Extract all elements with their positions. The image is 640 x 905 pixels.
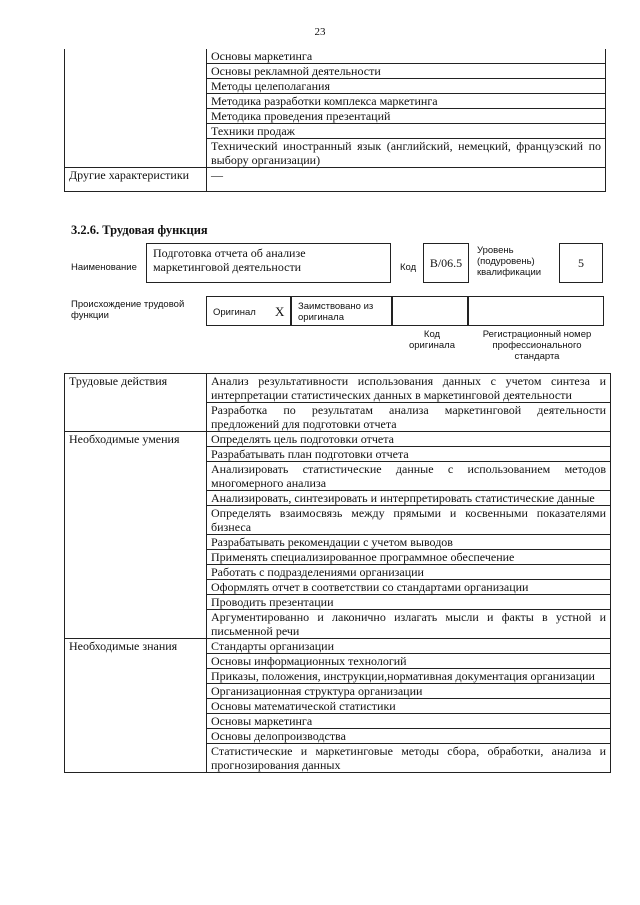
borrowed-label: Заимствовано из оригинала — [298, 301, 374, 323]
labor-action-item: Анализ результативности использования данных с учетом синтеза и интерпретации статистических данных в маркетинговой деятельности — [207, 374, 611, 403]
page-number: 23 — [314, 26, 326, 38]
knowledge-item: Статистические и маркетинговые методы сбора, обработки, анализа и прогнозирования данных — [207, 744, 611, 773]
knowledge-label: Необходимые знания — [65, 639, 207, 773]
skill-item: Анализировать статистические данные с использованием методов многомерного анализа — [207, 462, 611, 491]
registration-number-box — [468, 296, 604, 326]
knowledge-item: Стандарты организации — [207, 639, 611, 654]
other-characteristics-value: — — [207, 168, 606, 192]
original-mark: X — [275, 304, 285, 319]
top-item: Основы маркетинга — [207, 49, 606, 64]
top-item: Методика разработки комплекса маркетинга — [207, 94, 606, 109]
skill-item: Применять специализированное программное обеспечение — [207, 550, 611, 565]
other-characteristics-label: Другие характеристики — [65, 168, 207, 192]
level-value: 5 — [578, 256, 584, 270]
knowledge-item: Организационная структура организации — [207, 684, 611, 699]
function-name-box — [146, 243, 391, 283]
original-code-box — [392, 296, 468, 326]
labor-function-table — [64, 373, 611, 773]
skills-label: Необходимые умения — [65, 432, 207, 639]
registration-number-caption: Регистрационный номер профессионального стандарта — [482, 329, 592, 362]
top-item: Технический иностранный язык (английский, немецкий, французский по выбору организации) — [207, 139, 606, 168]
code-box — [423, 243, 469, 283]
top-table-left-cell — [65, 49, 207, 168]
labor-actions-label: Трудовые действия — [65, 374, 207, 432]
skill-item: Определять цель подготовки отчета — [207, 432, 611, 447]
original-code-caption: Код оригинала — [408, 329, 455, 351]
borrowed-box — [291, 296, 392, 326]
skill-item: Определять взаимосвязь между прямыми и косвенными показателями бизнеса — [207, 506, 611, 535]
skill-item: Разрабатывать план подготовки отчета — [207, 447, 611, 462]
knowledge-item: Приказы, положения, инструкции,нормативная документация организации — [207, 669, 611, 684]
origin-label: Происхождение трудовой функции — [71, 299, 185, 321]
original-box — [206, 296, 291, 326]
code-value: B/06.5 — [429, 256, 463, 270]
original-label: Оригинал — [213, 307, 256, 318]
top-knowledge-table — [64, 49, 606, 192]
skill-item: Работать с подразделениями организации — [207, 565, 611, 580]
section-title: 3.2.6. Трудовая функция — [71, 223, 208, 237]
skill-item: Аргументированно и лаконично излагать мысли и факты в устной и письменной речи — [207, 610, 611, 639]
level-box — [559, 243, 603, 283]
top-item: Техники продаж — [207, 124, 606, 139]
function-name-value: Подготовка отчета об анализе маркетинговой деятельности — [153, 246, 306, 274]
skill-item: Анализировать, синтезировать и интерпретировать статистические данные — [207, 491, 611, 506]
knowledge-item: Основы математической статистики — [207, 699, 611, 714]
name-label: Наименование — [71, 262, 137, 273]
top-item: Методика проведения презентаций — [207, 109, 606, 124]
knowledge-item: Основы делопроизводства — [207, 729, 611, 744]
knowledge-item: Основы информационных технологий — [207, 654, 611, 669]
level-label: Уровень (подуровень) квалификации — [477, 245, 542, 278]
skill-item: Проводить презентации — [207, 595, 611, 610]
knowledge-item: Основы маркетинга — [207, 714, 611, 729]
code-label: Код — [400, 262, 417, 273]
skill-item: Разрабатывать рекомендации с учетом выводов — [207, 535, 611, 550]
labor-action-item: Разработка по результатам анализа маркетинговой деятельности предложений для подготовки отчета — [207, 403, 611, 432]
top-item: Основы рекламной деятельности — [207, 64, 606, 79]
skill-item: Оформлять отчет в соответствии со стандартами организации — [207, 580, 611, 595]
top-item: Методы целеполагания — [207, 79, 606, 94]
